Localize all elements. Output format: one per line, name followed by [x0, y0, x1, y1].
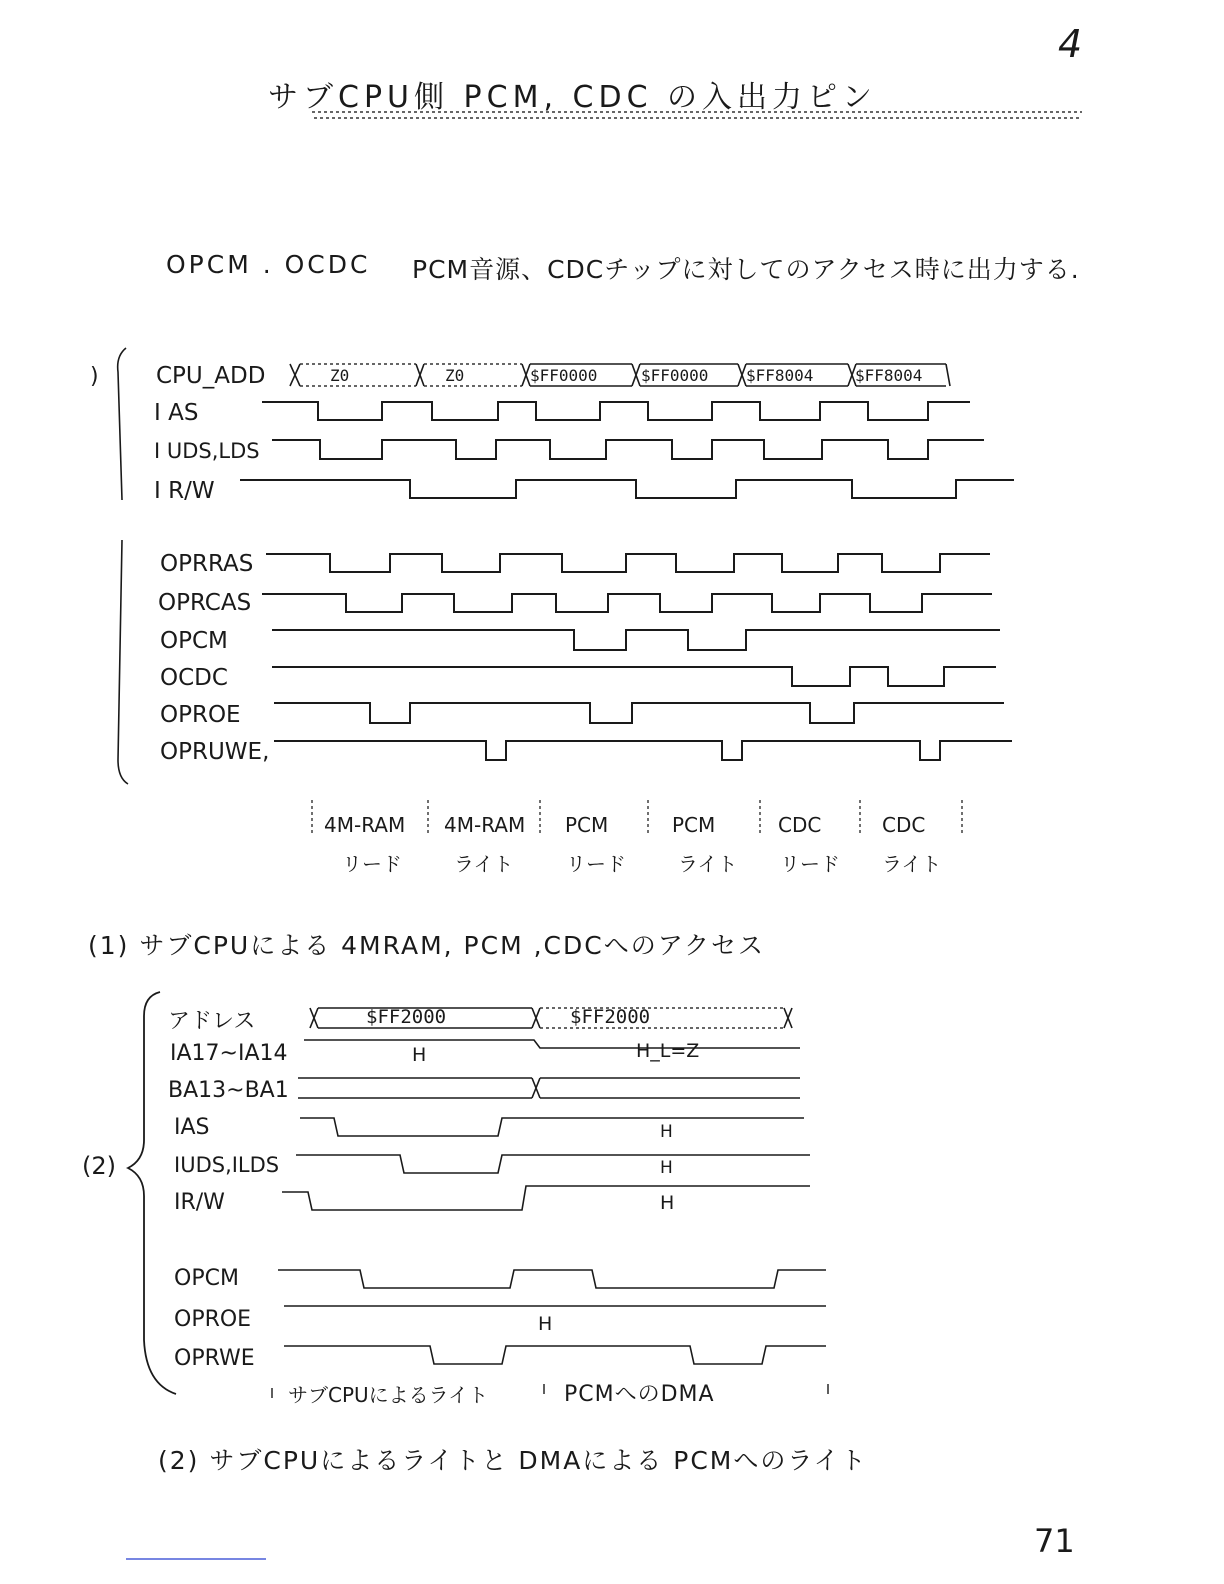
diagram2-caption: (2) サブCPUによるライトと DMAによる PCMへのライト: [158, 1446, 868, 1475]
signal-label-iuds-ilds: IUDS,ILDS: [174, 1153, 280, 1177]
cpu-add-bus: [290, 364, 950, 386]
bus-value: $FF2000: [570, 1006, 651, 1028]
diagram1-brace: [118, 540, 128, 784]
waveform-ias: [262, 402, 970, 420]
waveform-ocdc: [272, 667, 996, 686]
level-label: H: [660, 1122, 673, 1142]
signal-label-ias: I AS: [154, 400, 199, 426]
signal-label-oprwe: OPRWE: [174, 1346, 255, 1371]
phase-label-top: CDC: [882, 813, 926, 837]
diagram2-bracket-label: (2): [82, 1152, 116, 1180]
level-label: H: [412, 1044, 427, 1066]
waveform-oprcas: [262, 594, 992, 612]
signal-label-address: アドレス: [168, 1009, 256, 1034]
bus-value: Z0: [330, 366, 350, 385]
level-label: H_L=Z: [636, 1040, 700, 1062]
phase-label-bottom: ライト: [454, 852, 514, 876]
signal-label-opcm: OPCM: [160, 628, 228, 654]
bus-value: Z0: [445, 366, 465, 385]
waveform-opruwe: [274, 741, 1012, 760]
phase-label-bottom: リード: [342, 852, 402, 876]
diagram1-bracket-label: ): [90, 364, 99, 389]
bus-value: $FF0000: [530, 366, 598, 385]
signal-label-opcm: OPCM: [174, 1266, 239, 1291]
level-label: H: [660, 1192, 675, 1214]
signal-label-ocdc: OCDC: [160, 665, 228, 691]
phase-label-top: PCM: [672, 813, 716, 837]
phase-label-top: PCM: [565, 813, 609, 837]
signal-label-ba13-ba1: BA13~BA1: [168, 1078, 289, 1103]
signal-label-iuds-lds: I UDS,LDS: [154, 439, 260, 463]
waveform-irw: [240, 480, 1014, 498]
waveform-oprwe: [284, 1346, 826, 1364]
level-label: H: [660, 1158, 673, 1178]
phase-label-bottom: リード: [780, 852, 840, 876]
signal-label-ia17-ia14: IA17~IA14: [170, 1041, 288, 1066]
signal-label-oproe: OPROE: [174, 1307, 252, 1332]
signal-label-irw: IR/W: [174, 1190, 225, 1215]
signal-label-irw: I R/W: [154, 478, 215, 504]
phase-label-bottom: リード: [566, 852, 626, 876]
diagram1-brace: [118, 348, 126, 500]
signal-label-opruwe: OPRUWE,: [160, 739, 270, 765]
diagram2-brace: [128, 992, 176, 1394]
waveform-opcm: [272, 630, 1000, 650]
waveform-iuds-lds: [272, 440, 984, 459]
phase-label: サブCPUによるライト: [288, 1383, 489, 1407]
phase-label-top: CDC: [778, 813, 822, 837]
phase-label-bottom: ライト: [678, 852, 738, 876]
waveform-ias2: [300, 1118, 804, 1136]
bottom-page-number: 71: [1034, 1522, 1075, 1560]
phase-label-top: 4M-RAM: [324, 813, 406, 837]
signal-label-oprcas: OPRCAS: [158, 590, 252, 616]
bus-value: $FF2000: [366, 1006, 447, 1028]
phase-label-top: 4M-RAM: [444, 813, 526, 837]
phase-separators-2: [272, 1384, 828, 1398]
signal-label-oprras: OPRRAS: [160, 551, 254, 577]
diagram1-caption: (1) サブCPUによる 4MRAM, PCM ,CDCへのアクセス: [88, 931, 765, 960]
waveform-oproe: [274, 703, 1004, 723]
description-text: PCM音源、CDCチップに対してのアクセス時に出力する.: [412, 255, 1080, 284]
description-signals: OPCM . OCDC: [166, 250, 371, 279]
signal-label-cpu-add: CPU_ADD: [156, 363, 266, 389]
page-number: 4: [1058, 22, 1083, 66]
bus-value: $FF8004: [855, 366, 923, 385]
address-bus: [310, 1008, 792, 1028]
level-label: H: [538, 1313, 553, 1335]
waveform-oprras: [266, 554, 990, 572]
bus-value: $FF8004: [746, 366, 814, 385]
phase-separators: [312, 800, 962, 836]
waveform-opcm2: [278, 1270, 826, 1288]
waveform-ba13-ba1: [298, 1078, 800, 1098]
phase-label: PCMへのDMA: [564, 1382, 715, 1407]
phase-label-bottom: ライト: [882, 852, 942, 876]
bus-value: $FF0000: [641, 366, 709, 385]
waveform-iuds-ilds: [296, 1155, 810, 1173]
waveform-irw2: [282, 1186, 810, 1210]
waveform-ia17-ia14: [304, 1040, 800, 1048]
signal-label-oproe: OPROE: [160, 702, 241, 728]
signal-label-ias: IAS: [174, 1115, 210, 1140]
page-title: サブCPU側 PCM, CDC の入出力ピン: [268, 80, 878, 115]
